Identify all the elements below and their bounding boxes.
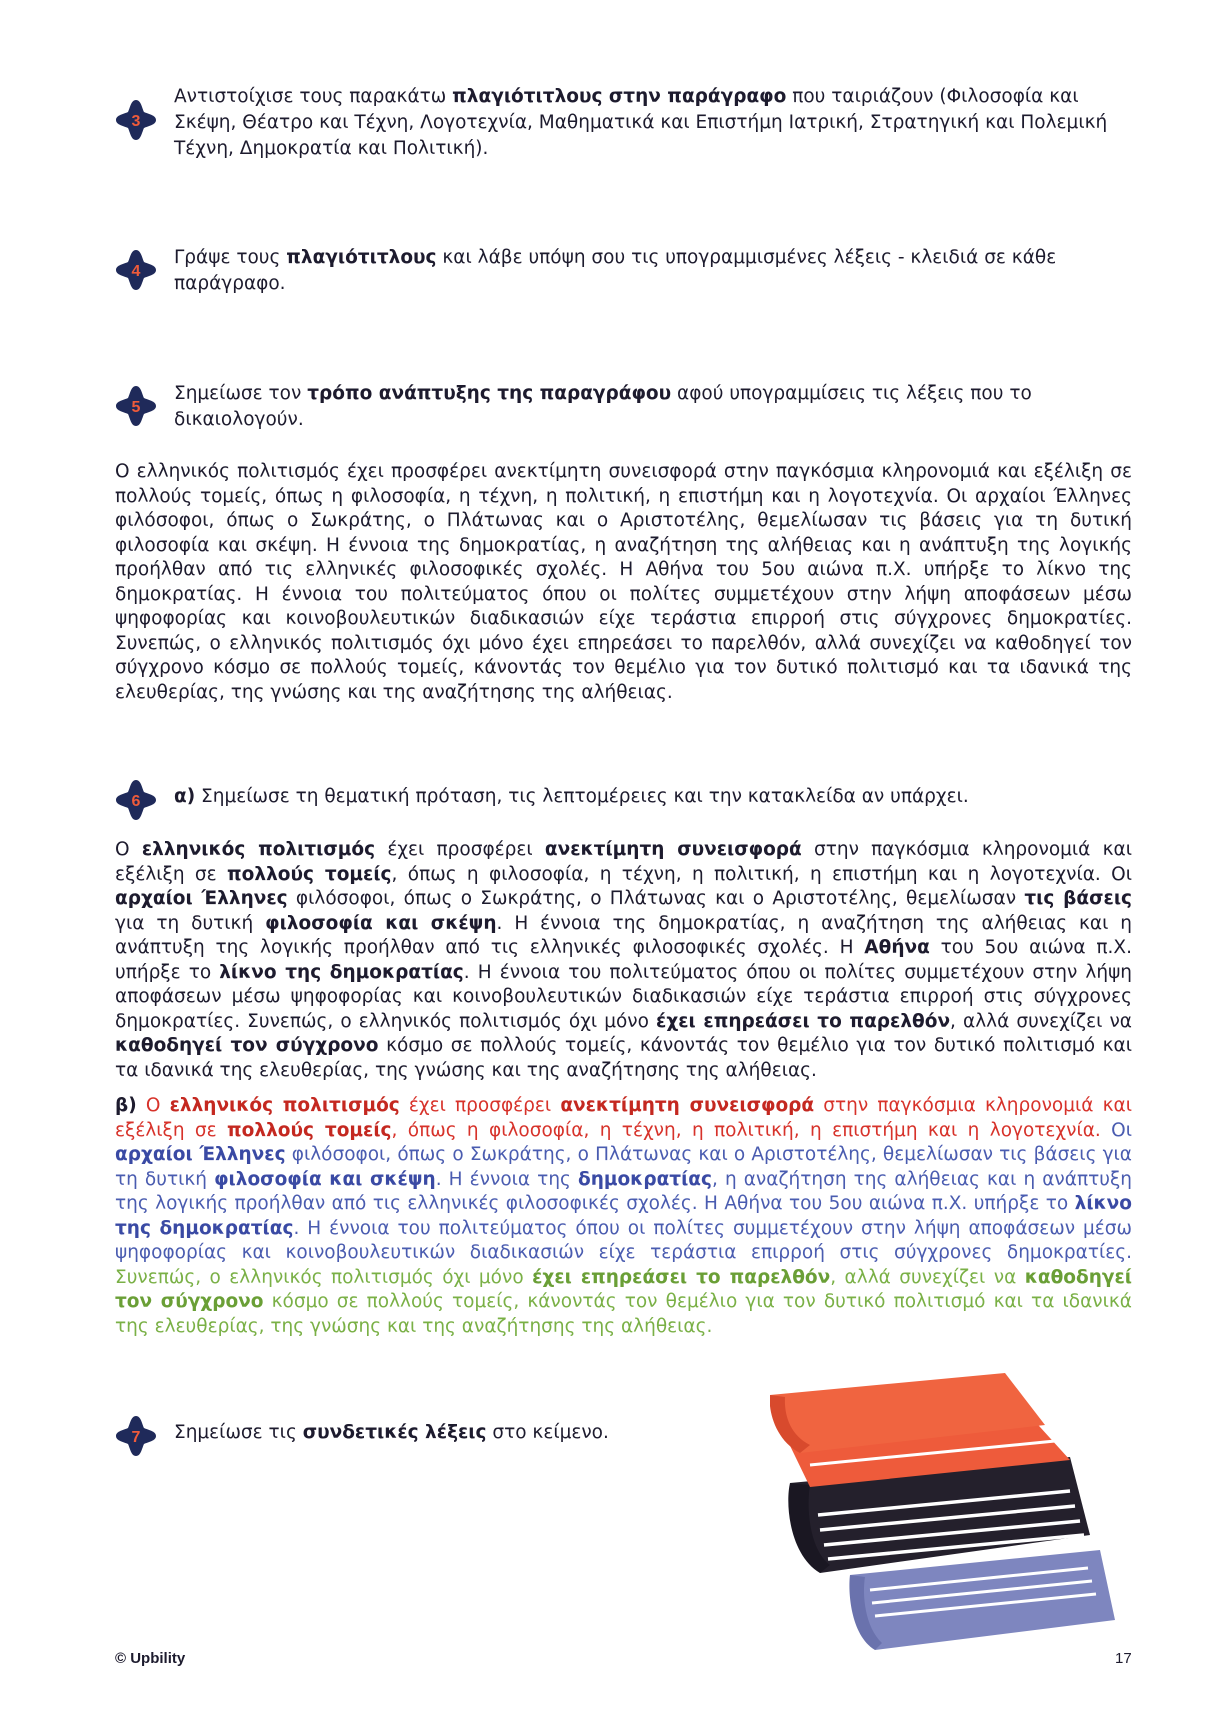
text-paragraph: Ο ελληνικός πολιτισμός έχει προσφέρει ανεκτίμητη συνεισφορά στην παγκόσμια κληρονομιά και εξέλιξη σε πολλούς τομείς, όπως η φιλοσοφία, η τέχνη, η πολιτική, η επιστήμη και η λογοτεχνία. Οι αρχαίοι Έλληνες φιλόσοφοι, όπως ο Σωκράτης, ο Πλάτωνας και ο Αριστοτέλης, θεμελίωσαν τις βάσεις για τη δυτική φιλοσοφία και σκέψη. Η έννοια της δημοκρατίας, η αναζήτηση της αλήθειας και η ανάπτυξη της λογικής προήλθαν από τις ελληνικές φιλοσοφικές σχολές. Η Αθήνα του 5ου αιώνα π.Χ. υπήρξε το λίκνο της δημοκρατίας. Η έννοια του πολιτεύματος όπου οι πολίτες συμμετέχουν στην λήψη αποφάσεων μέσω ψηφοφορίας και κοινοβουλευτικών διαδικασιών είχε τεράστια επιρροή στις σύγχρονες δημοκρατίες. Συνεπώς, ο ελληνικός πολιτισμός όχι μόνο έχει επηρεάσει το παρελθόν, αλλά συνεχίζει να καθοδηγεί τον σύγχρονο κόσμο σε πολλούς τομείς, κάνοντάς τον θεμέλιο για τον δυτικό πολιτισμό και τα ιδανικά της ελευθερίας, της γνώσης και της αναζήτησης της αλήθειας. <box>115 461 1132 703</box>
topic-sentence: Ο ελληνικός πολιτισμός έχει προσφέρει ανεκτίμητη συνεισφορά στην παγκόσμια κληρονομιά και εξέλιξη σε πολλούς τομείς, όπως η φιλοσοφία, η τέχνη, η πολιτική, η επιστήμη και η λογοτεχνία. <box>115 1095 1132 1141</box>
question-number: 3 <box>131 113 141 130</box>
question-number: 5 <box>131 399 141 416</box>
question-5-instruction: Σημείωσε τον τρόπο ανάπτυξης της παραγράφου αφού υπογραμμίσεις τις λέξεις που το δικαιολογούν. <box>174 383 1032 430</box>
question-7-instruction: Σημείωσε τις συνδετικές λέξεις στο κείμενο. <box>174 1422 609 1443</box>
question-number-badge <box>114 98 158 142</box>
question-number-badge <box>114 1414 158 1458</box>
question-number: 6 <box>131 793 141 810</box>
books-stack-illustration <box>770 1365 1150 1655</box>
supporting-details: Οι αρχαίοι Έλληνες φιλόσοφοι, όπως ο Σωκράτης, ο Πλάτωνας και ο Αριστοτέλης, θεμελίωσαν τις βάσεις για τη δυτική φιλοσοφία και σκέψη. Η έννοια της δημοκρατίας, η αναζήτηση της αλήθειας και η ανάπτυξη της λογικής προήλθαν από τις ελληνικές φιλοσοφικές σχολές. Η Αθήνα του 5ου αιώνα π.Χ. υπήρξε το λίκνο της δημοκρατίας. Η έννοια του πολιτεύματος όπου οι πολίτες συμμετέχουν στην λήψη αποφάσεων μέσω ψηφοφορίας και κοινοβουλευτικών διαδικασιών είχε τεράστια επιρροή στις σύγχρονες δημοκρατίες. <box>115 1119 1133 1263</box>
question-number: 7 <box>131 1429 141 1446</box>
page-number: 17 <box>1115 1650 1132 1667</box>
question-number-badge <box>114 778 158 822</box>
footer-copyright: © Upbility <box>115 1650 186 1667</box>
question-3-instruction: Αντιστοίχισε τους παρακάτω πλαγιότιτλους στην παράγραφο που ταιριάζουν (Φιλοσοφία και Σκέψη, Θέατρο και Τέχνη, Λογοτεχνία, Μαθηματικά και Επιστήμη Ιατρική, Στρατηγική και Πολεμική Τέχνη, Δημοκρατία και Πολιτική). <box>174 86 1108 159</box>
question-number: 4 <box>131 263 141 280</box>
question-4-instruction: Γράψε τους πλαγιότιτλους και λάβε υπόψη σου τις υπογραμμισμένες λέξεις - κλειδιά σε κάθε παράγραφο. <box>174 247 1057 294</box>
text-paragraph-color-coded: β) Ο ελληνικός πολιτισμός έχει προσφέρει ανεκτίμητη συνεισφορά στην παγκόσμια κληρονομιά και εξέλιξη σε πολλούς τομείς, όπως η φιλοσοφία, η τέχνη, η πολιτική, η επιστήμη και η λογοτεχνία. Οι αρχαίοι Έλληνες φιλόσοφοι, όπως ο Σωκράτης, ο Πλάτωνας και ο Αριστοτέλης, θεμελίωσαν τις βάσεις για τη δυτική φιλοσοφία και σκέψη. Η έννοια της δημοκρατίας, η αναζήτηση της αλήθειας και η ανάπτυξη της λογικής προήλθαν από τις ελληνικές φιλοσοφικές σχολές. Η Αθήνα του 5ου αιώνα π.Χ. υπήρξε το λίκνο της δημοκρατίας. Η έννοια του πολιτεύματος όπου οι πολίτες συμμετέχουν στην λήψη αποφάσεων μέσω ψηφοφορίας και κοινοβουλευτικών διαδικασιών είχε τεράστια επιρροή στις σύγχρονες δημοκρατίες. Συνεπώς, ο ελληνικός πολιτισμός όχι μόνο έχει επηρεάσει το παρελθόν, αλλά συνεχίζει να καθοδηγεί τον σύγχρονο κόσμο σε πολλούς τομείς, κάνοντάς τον θεμέλιο για τον δυτικό πολιτισμό και τα ιδανικά της ελευθερίας, της γνώσης και της αναζήτησης της αλήθειας. <box>115 1095 1133 1337</box>
text-paragraph-keywords: Ο ελληνικός πολιτισμός έχει προσφέρει ανεκτίμητη συνεισφορά στην παγκόσμια κληρονομιά και εξέλιξη σε πολλούς τομείς, όπως η φιλοσοφία, η τέχνη, η πολιτική, η επιστήμη και η λογοτεχνία. Οι αρχαίοι Έλληνες φιλόσοφοι, όπως ο Σωκράτης, ο Πλάτωνας και ο Αριστοτέλης, θεμελίωσαν τις βάσεις για τη δυτική φιλοσοφία και σκέψη. Η έννοια της δημοκρατίας, η αναζήτηση της αλήθειας και η ανάπτυξη της λογικής προήλθαν από τις ελληνικές φιλοσοφικές σχολές. Η Αθήνα του 5ου αιώνα π.Χ. υπήρξε το λίκνο της δημοκρατίας. Η έννοια του πολιτεύματος όπου οι πολίτες συμμετέχουν στην λήψη αποφάσεων μέσω ψηφοφορίας και κοινοβουλευτικών διαδικασιών είχε τεράστια επιρροή στις σύγχρονες δημοκρατίες. Συνεπώς, ο ελληνικός πολιτισμός όχι μόνο έχει επηρεάσει το παρελθόν, αλλά συνεχίζει να καθοδηγεί τον σύγχρονο κόσμο σε πολλούς τομείς, κάνοντάς τον θεμέλιο για τον δυτικό πολιτισμό και τα ιδανικά της ελευθερίας, της γνώσης και της αναζήτησης της αλήθειας. <box>115 839 1132 1081</box>
conclusion: Συνεπώς, ο ελληνικός πολιτισμός όχι μόνο έχει επηρεάσει το παρελθόν, αλλά συνεχίζει να καθοδηγεί τον σύγχρονο κόσμο σε πολλούς τομείς, κάνοντάς τον θεμέλιο για τον δυτικό πολιτισμό και τα ιδανικά της ελευθερίας, της γνώσης και της αναζήτησης της αλήθειας. <box>115 1266 1132 1337</box>
question-6-instruction: α) Σημείωσε τη θεματική πρόταση, τις λεπτομέρειες και την κατακλείδα αν υπάρχει. <box>174 786 969 807</box>
question-number-badge <box>114 248 158 292</box>
question-number-badge <box>114 384 158 428</box>
